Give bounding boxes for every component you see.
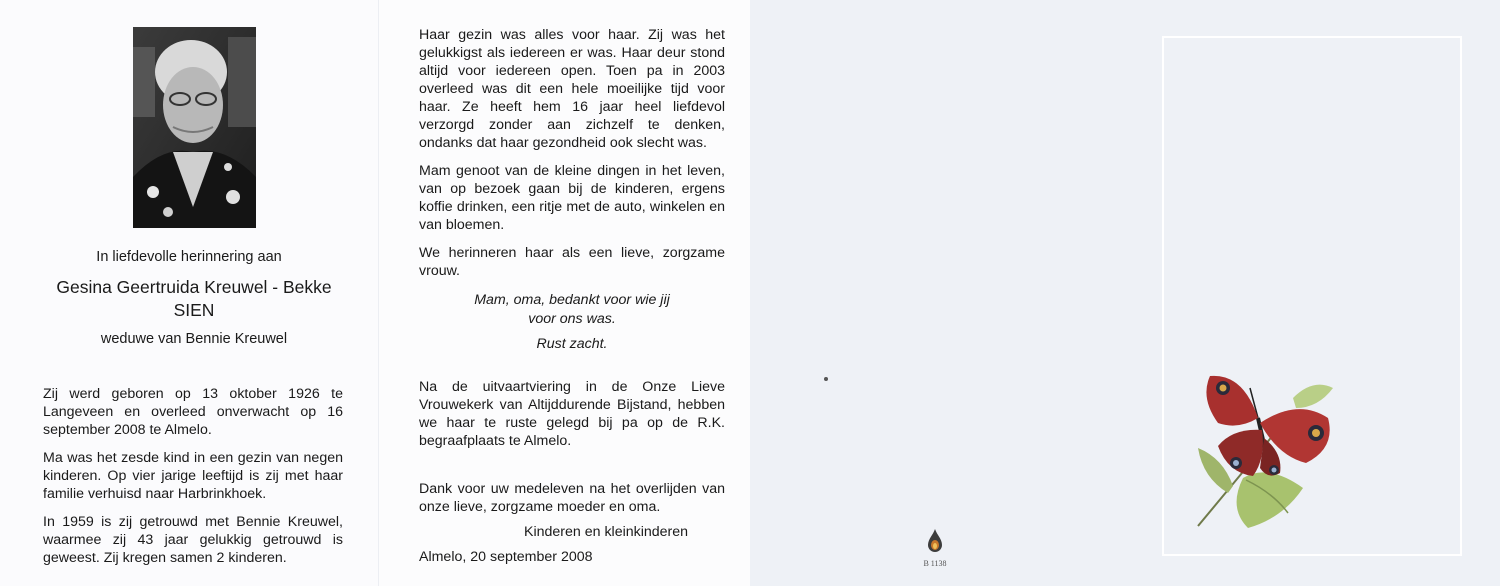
portrait-photo xyxy=(133,27,256,228)
bio-paragraph: Ma was het zesde kind in een gezin van negen kinderen. Op vier jarige leeftijd is zij met haar familie verhuisd naar Harbrinkhoek. xyxy=(43,450,343,502)
poem-line-2: voor ons was. xyxy=(528,311,616,327)
thanks-text xyxy=(419,480,725,526)
signature: Kinderen en kleinkinderen xyxy=(524,524,689,540)
funeral-text xyxy=(419,378,725,460)
widow-of-text: weduwe van Bennie Kreuwel xyxy=(100,331,288,347)
inside-right-panel xyxy=(378,0,751,586)
family-paragraph: Haar gezin was alles voor haar. Zij was het gelukkigst als iedereen er was. Haar deur stond altijd voor iedereen open. Toen pa in 2003 overleed was dit een hele moeilijke tijd voor haar. Ze heeft hem 16 jaar heel liefdevol verzorgd zonder aan zichzelf te denken, ondanks dat haar gezondheid ook slecht was. xyxy=(419,27,725,151)
butterfly-illustration xyxy=(1188,368,1353,538)
family-paragraph: We herinneren haar als een lieve, zorgzame vrouw. xyxy=(419,245,725,279)
bio-paragraph: Zij werd geboren op 13 oktober 1926 te Langeveen en overleed onverwacht op 16 september 2008 te Almelo. xyxy=(43,386,343,438)
family-paragraph: Mam genoot van de kleine dingen in het leven, van op bezoek gaan bij de kinderen, ergens koffie drinken, een ritje met de auto, winkelen en van bloemen. xyxy=(419,163,725,233)
deceased-nickname: SIEN xyxy=(173,300,215,320)
back-cover-panel xyxy=(750,0,1128,586)
intro-text: In liefdevolle herinnering aan xyxy=(96,249,282,265)
speck xyxy=(824,377,828,381)
inside-left-panel xyxy=(0,0,378,586)
place-date: Almelo, 20 september 2008 xyxy=(419,549,593,565)
funeral-paragraph: Na de uitvaartviering in de Onze Lieve Vrouwekerk van Altijddurende Bijstand, hebben we haar te ruste gelegd bij pa op de R.K. begraafplaats te Almelo. xyxy=(419,379,725,449)
family-text xyxy=(419,26,725,290)
poem-line-1: Mam, oma, bedankt voor wie jij xyxy=(474,292,670,308)
biography xyxy=(43,385,343,577)
thanks-paragraph: Dank voor uw medeleven na het overlijden van onze lieve, zorgzame moeder en oma. xyxy=(419,481,725,515)
deceased-name: Gesina Geertruida Kreuwel - Bekke xyxy=(56,277,332,297)
print-code: B 1138 xyxy=(923,559,947,568)
bio-paragraph: In 1959 is zij getrouwd met Bennie Kreuwel, waarmee zij 43 jaar gelukkig getrouwd is geweest. Zij kregen samen 2 kinderen. xyxy=(43,514,343,566)
flame-drop-icon xyxy=(926,528,944,559)
rest-in-peace: Rust zacht. xyxy=(536,336,608,352)
